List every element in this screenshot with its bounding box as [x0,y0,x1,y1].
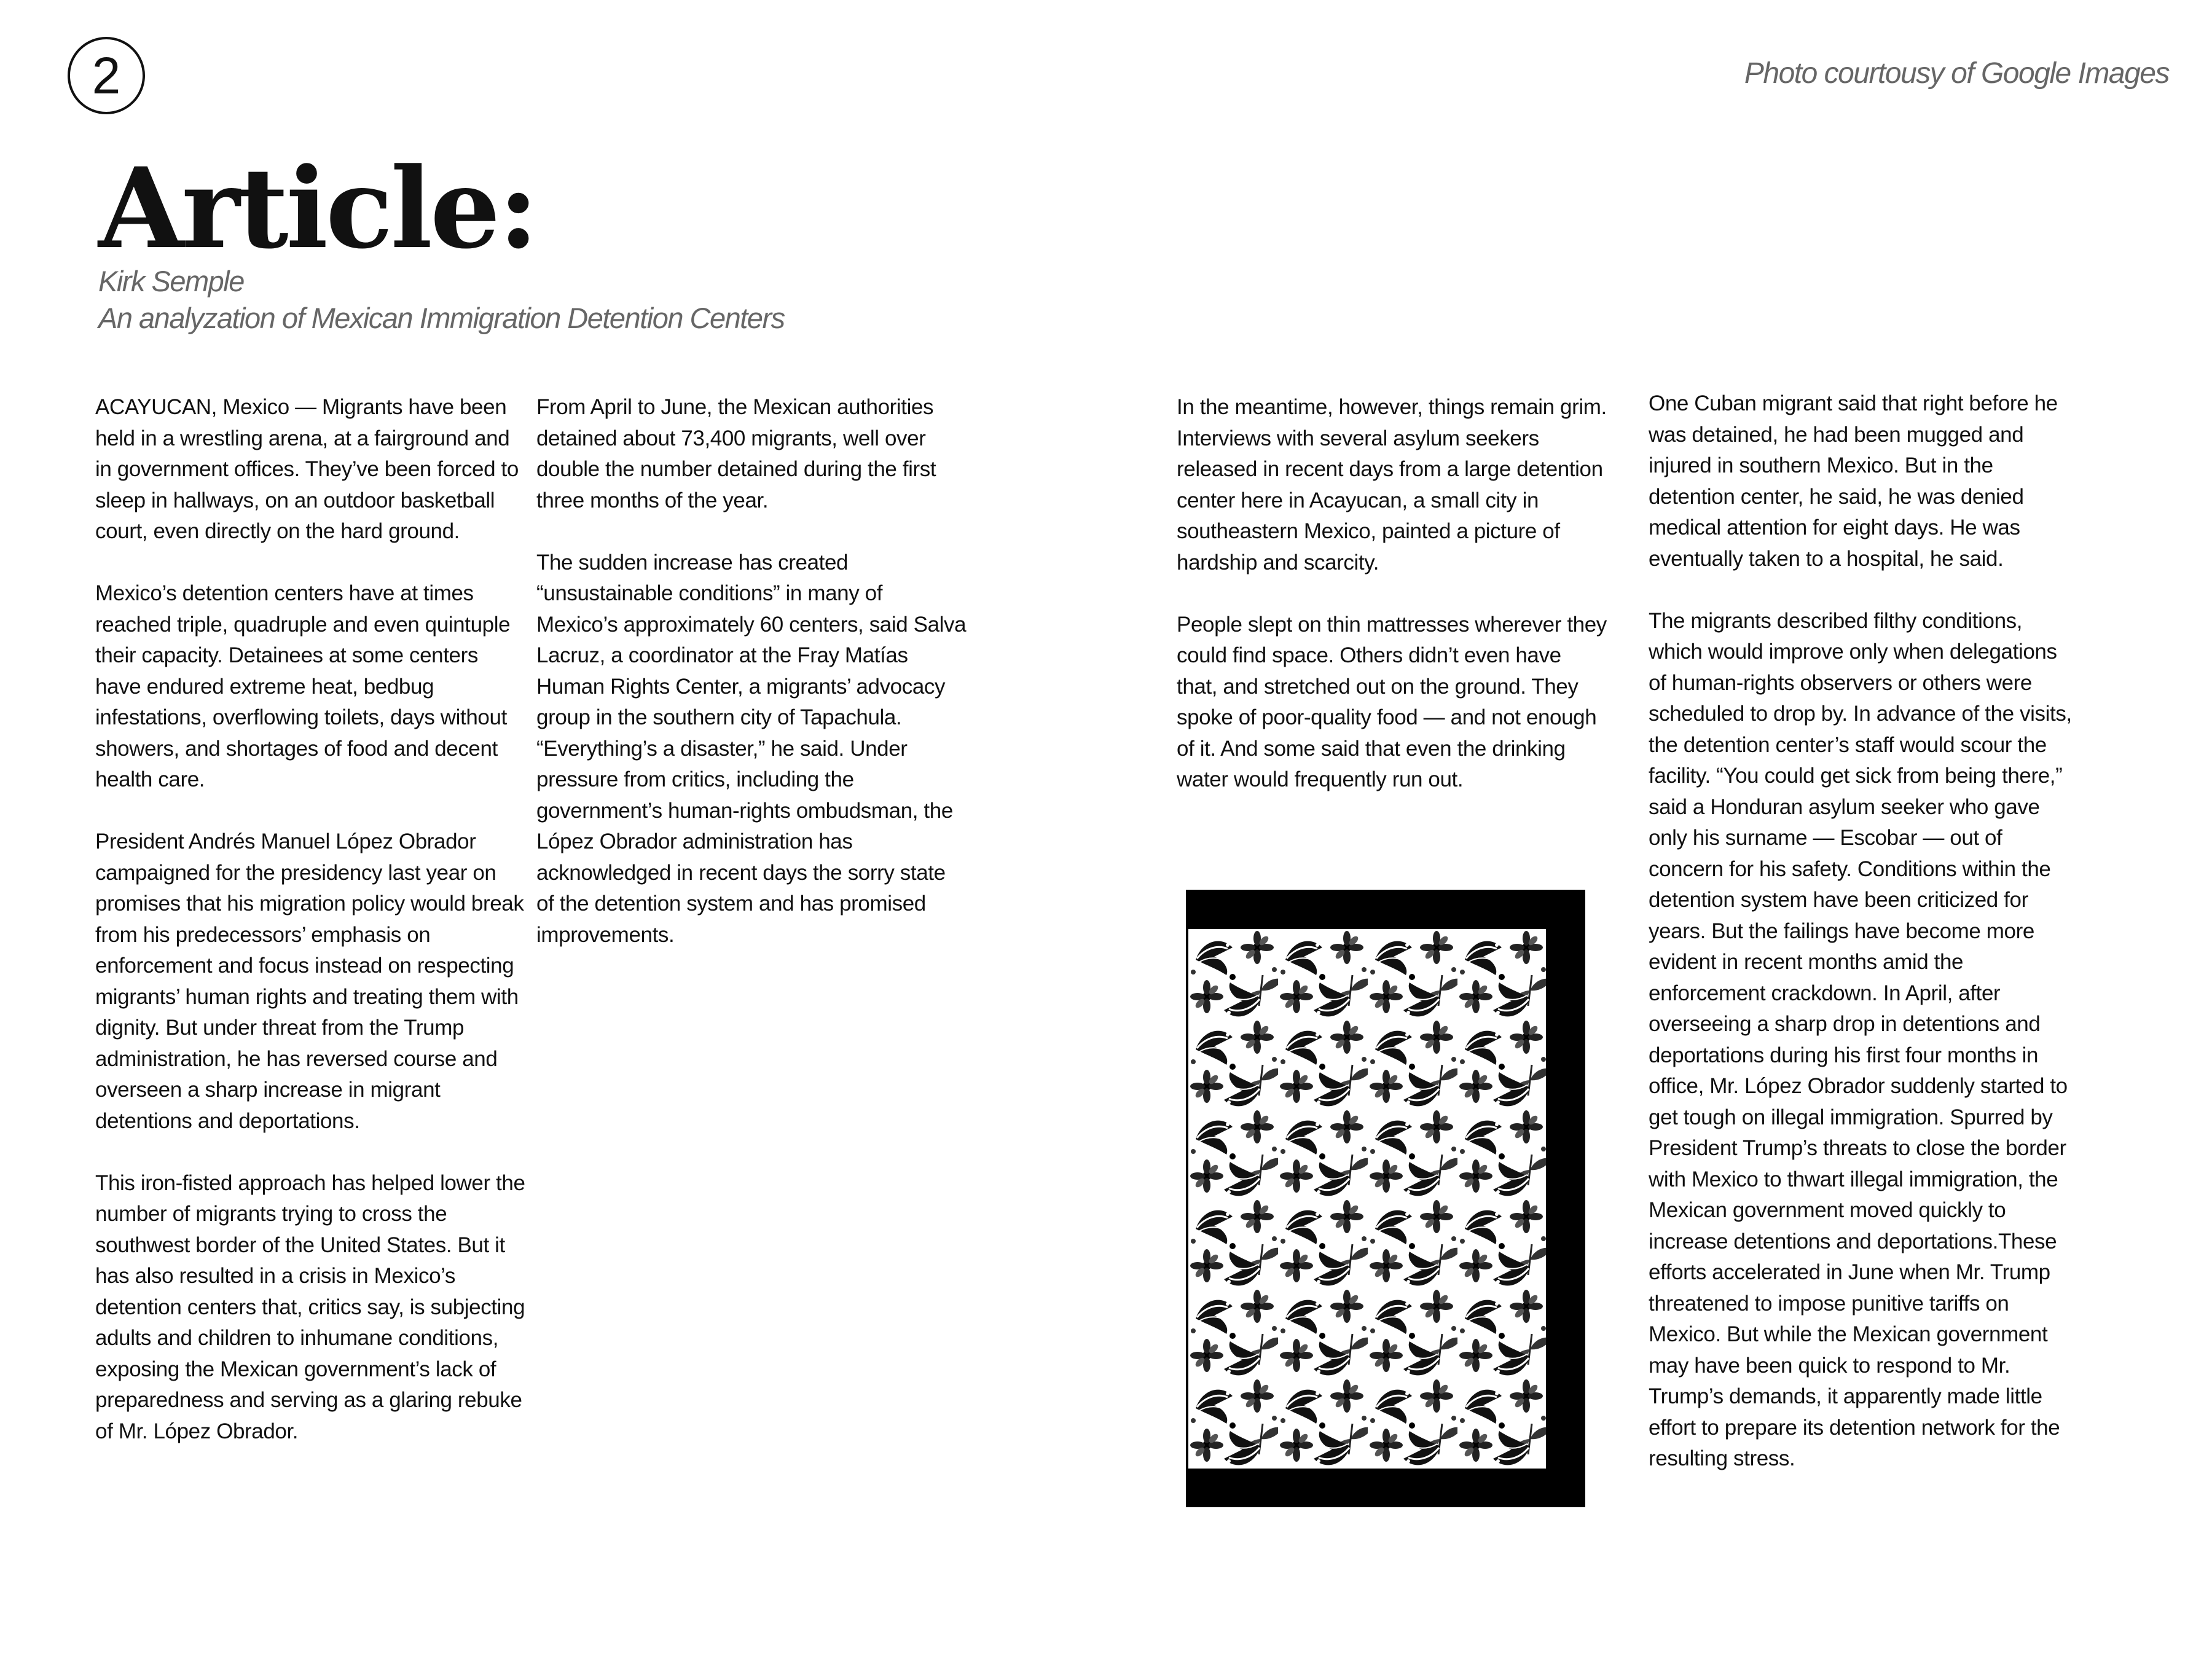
article-title: Article: [98,144,536,273]
paragraph: President Andrés Manuel López Obrador campaigned for the presidency last year on promises that his migration policy would break from his predecessors’ emphasis on enforcement and focus instead on respecting migrants’ human rights and treating them with dignity. But under threat from the Trump administration, he has reversed course and overseen a sharp increase in migrant detentions and deportations. [95,830,524,1133]
paragraph: The migrants described filthy conditions, which would improve only when delegations of human-rights observers or others were scheduled to drop by. In advance of the visits, the detention center’s staff would scour the facility. “You could get sick from being there,” said a Honduran asylum seeker who gave only his surname — Escobar — out of concern for his safety. Conditions within the detention system have been criticized for years. But the failings have become more evident in recent months amid the enforcement crackdown. In April, after overseeing a sharp drop in detentions and deportations during his first four months in office, Mr. López Obrador suddenly started to get tough on illegal immigration. Spurred by President Trump’s threats to close the border with Mexico to thwart illegal immigration, the Mexican government moved quickly to increase detentions and deportations.These efforts accelerated in June when Mr. Trump threatened to impose punitive tariffs on Mexico. But while the Mexican government may have been quick to respond to Mr. Trump’s demands, it apparently made little effort to prepare its detention network for the resulting stress. [1649,608,2072,1470]
article-subtitle: An analyzation of Mexican Immigration Detention Centers [98,302,785,334]
paragraph: From April to June, the Mexican authorities detained about 73,400 migrants, well over double the number detained during the first three months of the year. [536,395,936,512]
text-column-2 [536,392,967,982]
page-number-badge: 2 [68,37,145,114]
text-column-3 [1177,392,1607,826]
byline [98,263,785,337]
photo-credit: Photo courtousy of Google Images [1744,57,2169,90]
paragraph: People slept on thin mattresses wherever they could find space. Others didn’t even have that, and stretched out on the ground. They spoke of poor-quality food — and not enough of it. And some said that even the drinking water would frequently run out. [1177,612,1607,791]
paragraph: This iron-fisted approach has helped lower the number of migrants trying to cross the southwest border of the United States. But it has also resulted in a crisis in Mexico’s detention centers that, critics say, is subjecting adults and children to inhumane conditions, exposing the Mexican government’s lack of preparedness and serving as a glaring rebuke of Mr. López Obrador. [95,1171,525,1443]
paragraph: One Cuban migrant said that right before he was detained, he had been mugged and injured in southern Mexico. But in the detention center, he said, he was denied medical attention for eight days. He was eventually taken to a hospital, he said. [1649,391,2058,571]
paragraph: Mexico’s detention centers have at times reached triple, quadruple and even quintuple their capacity. Detainees at some centers have endured extreme heat, bedbug infestations, overflowing toilets, days without showers, and shortages of food and decent health care. [95,581,511,791]
paragraph: ACAYUCAN, Mexico — Migrants have been held in a wrestling arena, at a fairground and in government offices. They’ve been forced to sleep in hallways, on an outdoor basketball court, even directly on the hard ground. [95,395,519,543]
otomi-pattern-image [1188,929,1546,1469]
paragraph: The sudden increase has created “unsustainable conditions” in many of Mexico’s approximately 60 centers, said Salva Lacruz, a coordinator at the Fray Matías Human Rights Center, a migrants’ advocacy group in the southern city of Tapachula. “Everything’s a disaster,” he said. Under pressure from critics, including the government’s human-rights ombudsman, the López Obrador administration has acknowledged in recent days the sorry state of the detention system and has promised improvements. [536,550,967,947]
paragraph: In the meantime, however, things remain grim. Interviews with several asylum seekers released in recent days from a large detention center here in Acayucan, a small city in southeastern Mexico, painted a picture of hardship and scarcity. [1177,395,1607,575]
author-name: Kirk Semple [98,265,244,297]
text-column-1 [95,392,525,1478]
text-column-4 [1649,388,2079,1505]
